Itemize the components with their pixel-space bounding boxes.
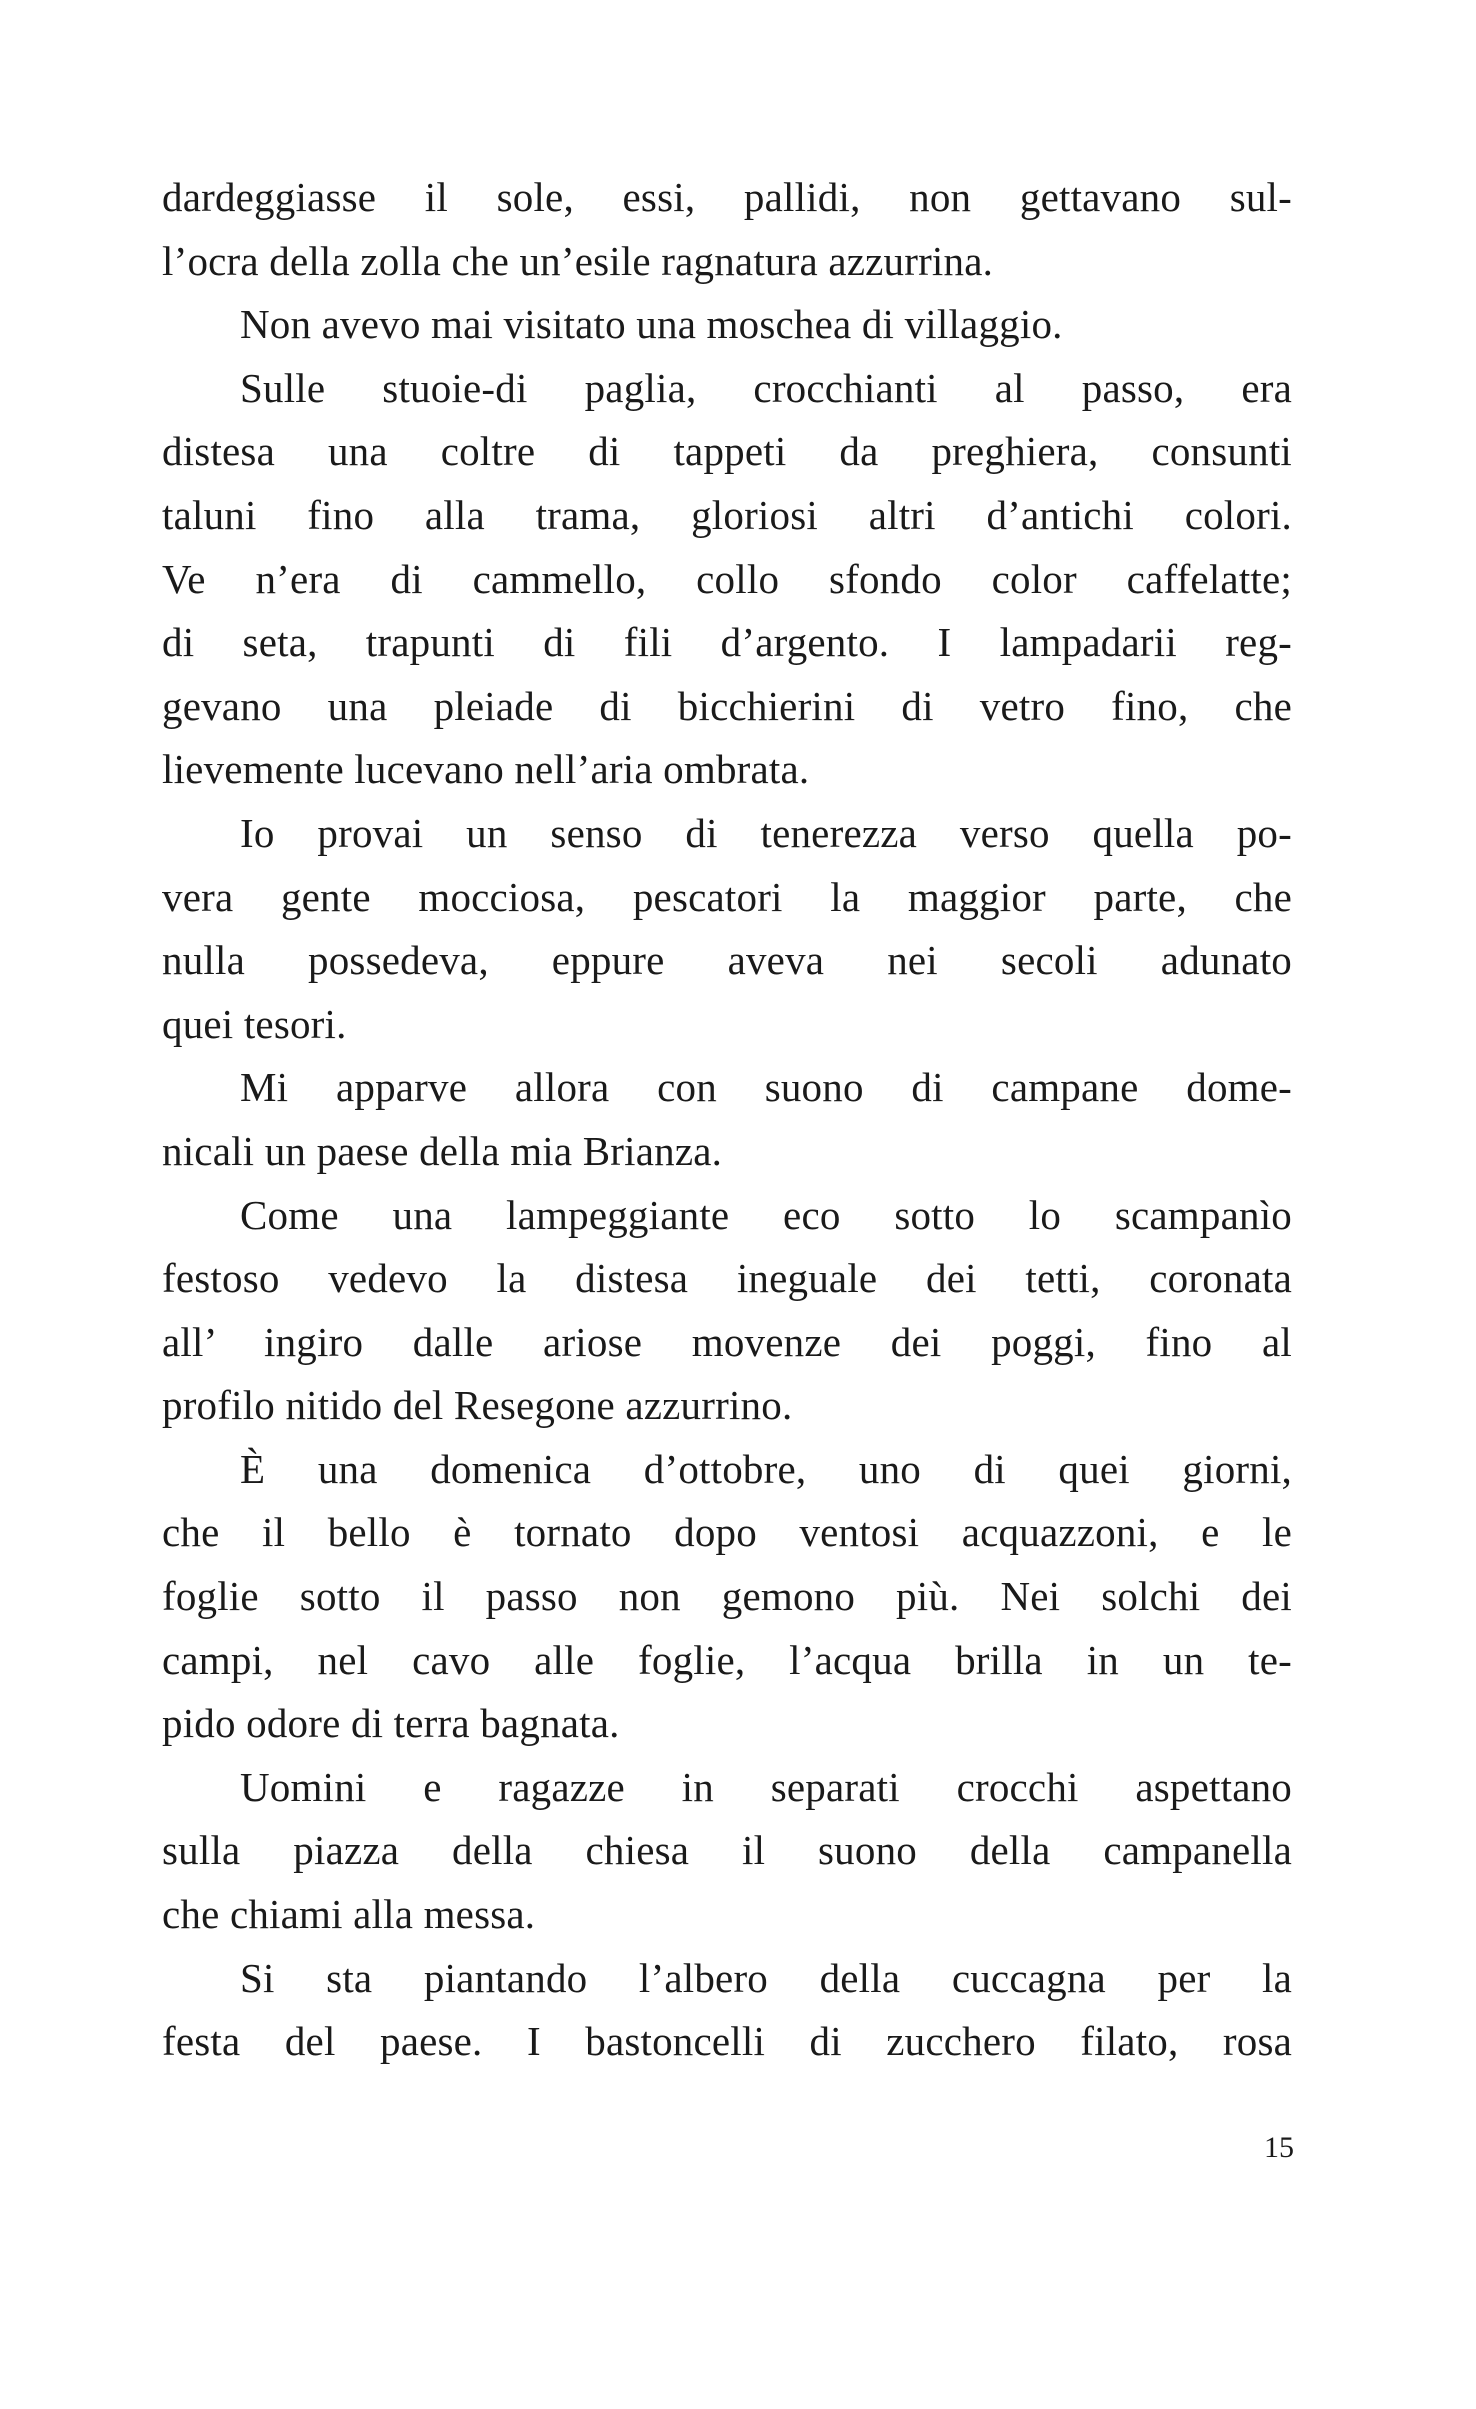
paragraph bbox=[162, 166, 1292, 293]
text-line: foglie sotto il passo non gemono più. Nei solchi dei bbox=[162, 1573, 1292, 1620]
paragraph bbox=[162, 1056, 1292, 1183]
paragraph bbox=[162, 1756, 1292, 1947]
text-line: Uomini e ragazze in separati crocchi aspettano bbox=[240, 1763, 1292, 1810]
text-line: sulla piazza della chiesa il suono della campanella bbox=[162, 1827, 1292, 1874]
text-line: che chiami alla messa. bbox=[162, 1891, 536, 1938]
text-line: gevano una pleiade di bicchierini di vetro fino, che bbox=[162, 682, 1292, 729]
text-line: festa del paese. I bastoncelli di zucchero filato, rosa bbox=[162, 2018, 1292, 2065]
text-line: di seta, trapunti di fili d’argento. I lampadarii reg- bbox=[162, 619, 1292, 666]
text-line: campi, nel cavo alle foglie, l’acqua brilla in un te- bbox=[162, 1636, 1292, 1683]
paragraph bbox=[162, 1184, 1292, 1438]
text-line: pido odore di terra bagnata. bbox=[162, 1700, 620, 1747]
text-line: Non avevo mai visitato una moschea di villaggio. bbox=[240, 301, 1063, 348]
paragraph bbox=[162, 357, 1292, 802]
paragraph bbox=[162, 1947, 1292, 2074]
text-line: Ve n’era di cammello, collo sfondo color caffelatte; bbox=[162, 555, 1292, 602]
text-line: distesa una coltre di tappeti da preghiera, consunti bbox=[162, 428, 1292, 475]
text-line: taluni fino alla trama, gloriosi altri d’antichi colori. bbox=[162, 491, 1292, 538]
text-line: l’ocra della zolla che un’esile ragnatura azzurrina. bbox=[162, 237, 994, 284]
paragraph bbox=[162, 802, 1292, 1056]
text-line: lievemente lucevano nell’aria ombrata. bbox=[162, 746, 810, 793]
text-line: vera gente mocciosa, pescatori la maggior parte, che bbox=[162, 873, 1292, 920]
paragraph bbox=[162, 293, 1292, 357]
text-line: nulla possedeva, eppure aveva nei secoli adunato bbox=[162, 937, 1292, 984]
text-line: quei tesori. bbox=[162, 1000, 347, 1047]
text-line: Si sta piantando l’albero della cuccagna per la bbox=[240, 1954, 1292, 2001]
text-line: che il bello è tornato dopo ventosi acquazzoni, e le bbox=[162, 1509, 1292, 1556]
paragraph bbox=[162, 1438, 1292, 1756]
page-number: 15 bbox=[1264, 2131, 1294, 2164]
text-line: all’ ingiro dalle ariose movenze dei poggi, fino al bbox=[162, 1318, 1292, 1365]
text-line: festoso vedevo la distesa ineguale dei tetti, coronata bbox=[162, 1255, 1292, 1302]
text-line: profilo nitido del Resegone azzurrino. bbox=[162, 1382, 793, 1429]
text-line: Come una lampeggiante eco sotto lo scampanìo bbox=[240, 1191, 1292, 1238]
text-line: Sulle stuoie-di paglia, crocchianti al passo, era bbox=[240, 364, 1292, 411]
text-line: dardeggiasse il sole, essi, pallidi, non gettavano sul- bbox=[162, 174, 1292, 220]
body-text bbox=[162, 166, 1292, 2074]
text-line: Io provai un senso di tenerezza verso quella po- bbox=[240, 809, 1292, 856]
text-line: È una domenica d’ottobre, uno di quei giorni, bbox=[240, 1445, 1292, 1492]
text-line: Mi apparve allora con suono di campane dome- bbox=[240, 1064, 1292, 1111]
text-line: nicali un paese della mia Brianza. bbox=[162, 1127, 723, 1174]
